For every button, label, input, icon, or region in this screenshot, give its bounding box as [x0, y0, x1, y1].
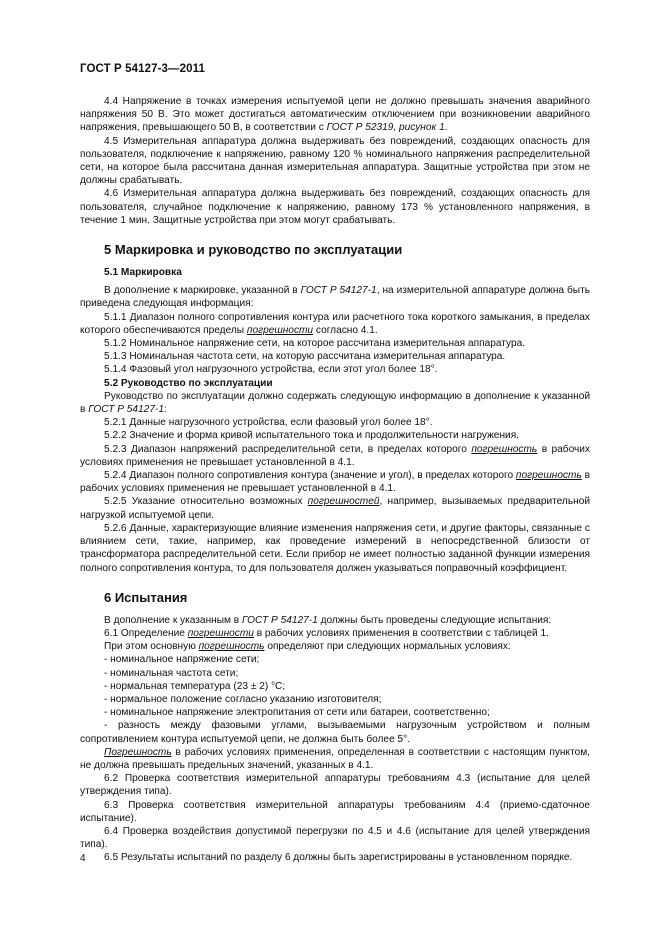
clause-4-4: 4.4 Напряжение в точках измерения испытуемой цепи не должно превышать значения аварийного напряжения 50 В. Это может достигаться автоматическим отключением при возникновении аварийного напряжения, превышающего 50 В, в соответствии с ГОСТ Р 52319, рисунок 1.: [80, 96, 590, 134]
clause-6-1: 6.1 Определение погрешности в рабочих условиях применения в соответствии с таблицей 1.: [104, 627, 549, 639]
clause-6-5: 6.5 Результаты испытаний по разделу 6 должны быть зарегистрированы в установленном порядке.: [104, 852, 573, 864]
condition-item: - номинальное напряжение электропитания от сети или батареи, соответственно;: [104, 707, 490, 719]
condition-item: - нормальная температура (23 ± 2) °С;: [104, 680, 286, 692]
section-5-title: 5 Маркировка и руководство по эксплуатации: [104, 242, 403, 258]
clause-5-1-3: 5.1.3 Номинальная частота сети, на которую рассчитана измерительная аппаратура.: [104, 351, 506, 363]
clause-6-1-base: При этом основную погрешность определяют при следующих нормальных условиях:: [104, 641, 511, 653]
condition-item: - номинальная частота сети;: [104, 667, 239, 679]
clause-5-2-2: 5.2.2 Значение и форма кривой испытательного тока и продолжительности нагружения.: [104, 430, 519, 442]
reference: ГОСТ Р 52319, рисунок 1: [326, 122, 445, 134]
section-5-2-title: 5.2 Руководство по эксплуатации: [104, 377, 273, 389]
clause-5-1-4: 5.1.4 Фазовый угол нагрузочного устройства, если этот угол более 18°.: [104, 364, 438, 376]
clause-6-3: 6.3 Проверка соответствия измерительной аппаратуры требованиям 4.4 (приемо-сдаточное испытание).: [80, 799, 590, 824]
page-number: 4: [80, 853, 86, 864]
clause-4-6: 4.6 Измерительная аппаратура должна выдерживать без повреждений, создающих опасность для пользователя, случайное подключение к напряжению, равному 173 % установленного напряжения, в течение 1 мин. Защитные устройства при этом могут срабатывать.: [80, 188, 590, 226]
clause-6-2: 6.2 Проверка соответствия измерительной аппаратуры требованиям 4.3 (испытание для целей утверждения типа).: [80, 773, 590, 798]
section-6-title: 6 Испытания: [104, 589, 188, 605]
clause-5-1-2: 5.1.2 Номинальное напряжение сети, на которое рассчитана измерительная аппаратура.: [104, 338, 526, 350]
clause-5-1-intro: В дополнение к маркировке, указанной в ГОСТ Р 54127-1, на измерительной аппаратуре должна быть приведена следующая информация:: [80, 285, 590, 310]
clause-6-intro: В дополнение к указанным в ГОСТ Р 54127-1 должны быть проведены следующие испытания:: [104, 614, 552, 626]
clause-5-2-intro: Руководство по эксплуатации должно содержать следующую информацию в дополнение к указанной в ГОСТ Р 54127-1:: [80, 390, 590, 416]
clause-5-1-1: 5.1.1 Диапазон полного сопротивления контура или расчетного тока короткого замыкания, в пределах которого обеспечиваются пределы погрешности согласно 4.1.: [80, 311, 590, 336]
section-5-1-title: 5.1 Маркировка: [104, 267, 182, 279]
clause-5-2-6: 5.2.6 Данные, характеризующие влияние изменения напряжения сети, и другие факторы, связанные с влиянием сети, такие, например, как проведение измерений в непосредственной близости от трансформатора распределительной сети. Если прибор не имеет полностью заданной функции измерения полного сопротивления контура, то для пользователя должен указываться поправочный коэффициент.: [80, 522, 590, 574]
page-content: [80, 95, 590, 865]
document-header: ГОСТ Р 54127-3—2011: [80, 63, 205, 75]
condition-item: - номинальное напряжение сети;: [104, 654, 260, 666]
clause-6-1-tail: Погрешность в рабочих условиях применения, определенная в соответствии с настоящим пунктом, не должна превышать предельных значений, указанных в 4.1.: [80, 746, 590, 771]
clause-5-2-5: 5.2.5 Указание относительно возможных погрешностей, например, вызываемых предварительной нагрузкой испытуемой цепи.: [80, 496, 590, 521]
condition-item: - нормальное положение согласно указанию изготовителя;: [104, 693, 382, 705]
clause-6-4: 6.4 Проверка воздействия допустимой перегрузки по 4.5 и 4.6 (испытание для целей утверждения типа).: [80, 825, 590, 851]
clause-4-5: 4.5 Измерительная аппаратура должна выдерживать без повреждений, создающих опасность для пользователя, подключение к напряжению, равному 120 % номинального напряжения распределительной сети, на которое была рассчитана данная измерительная аппаратура. Защитные устройства при этом не должны срабатывать.: [80, 135, 590, 187]
condition-item: - разность между фазовыми углами, вызываемыми нагрузочным устройством и полным сопротивлением контура испытуемой цепи, не должна быть более 5°.: [80, 720, 590, 745]
clause-5-2-4: 5.2.4 Диапазон полного сопротивления контура (значение и угол), в пределах которого погрешность в рабочих условиях применения не превышает установленной в 4.1.: [80, 470, 591, 495]
clause-5-2-3: 5.2.3 Диапазон напряжений распределительной сети, в пределах которого погрешность в рабочих условиях применения не превышает установленной в 4.1.: [80, 443, 591, 468]
clause-5-2-1: 5.2.1 Данные нагрузочного устройства, если фазовый угол более 18°.: [104, 417, 433, 429]
